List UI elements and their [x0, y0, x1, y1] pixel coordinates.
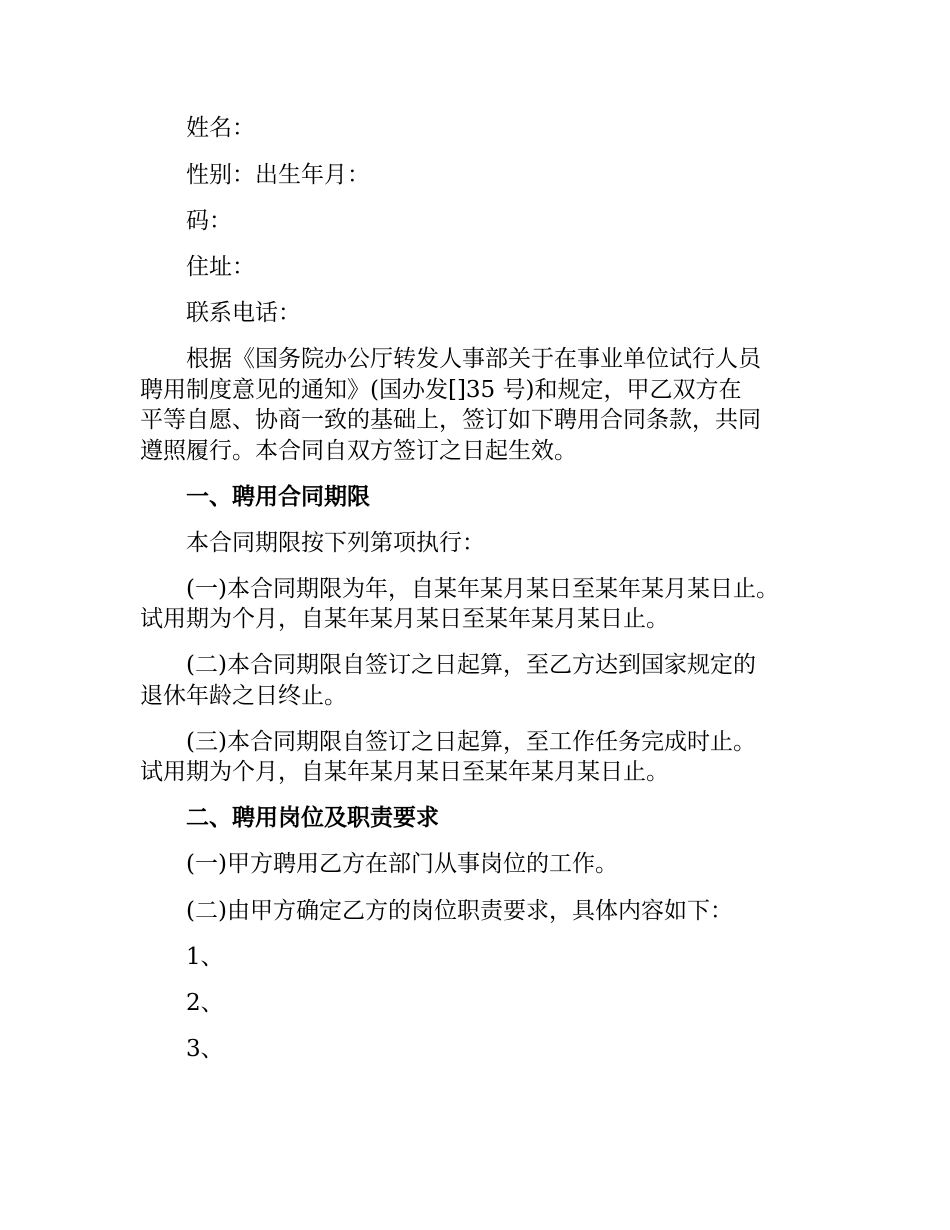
section1-item1-line2: 试用期为个月，自某年某月某日至某年某月某日止。: [140, 606, 669, 632]
intro-line-3: 平等自愿、协商一致的基础上，签订如下聘用合同条款，共同: [140, 407, 761, 433]
list-item-3: 3、: [186, 1036, 224, 1062]
section1-item1-line1: (一)本合同期限为年，自某年某月某日至某年某月某日止。: [186, 576, 779, 602]
list-item-2: 2、: [186, 990, 224, 1016]
field-gender-birth: 性别：出生年月：: [186, 162, 370, 188]
intro-line-2: 聘用制度意见的通知》(国办发[]35 号)和规定，甲乙双方在: [140, 377, 742, 403]
field-phone: 联系电话：: [186, 300, 301, 326]
section2-heading: 二、聘用岗位及职责要求: [186, 804, 439, 831]
section1-item3-line2: 试用期为个月，自某年某月某日至某年某月某日止。: [140, 759, 669, 785]
list-item-1: 1、: [186, 944, 224, 970]
field-name: 姓名：: [186, 115, 255, 141]
section1-item3-line1: (三)本合同期限自签订之日起算，至工作任务完成时止。: [186, 729, 756, 755]
section2-item2: (二)由甲方确定乙方的岗位职责要求，具体内容如下：: [186, 898, 733, 924]
intro-line-1: 根据《国务院办公厅转发人事部关于在事业单位试行人员: [186, 346, 761, 372]
field-address: 住址：: [186, 254, 255, 280]
intro-line-4: 遵照履行。本合同自双方签订之日起生效。: [140, 438, 577, 464]
field-code: 码：: [186, 208, 232, 234]
section1-heading: 一、聘用合同期限: [186, 483, 370, 510]
section2-item1: (一)甲方聘用乙方在部门从事岗位的工作。: [186, 851, 618, 877]
section1-lead: 本合同期限按下列第项执行：: [186, 530, 485, 556]
section1-item2-line1: (二)本合同期限自签订之日起算，至乙方达到国家规定的: [186, 652, 756, 678]
section1-item2-line2: 退休年龄之日终止。: [140, 683, 347, 709]
